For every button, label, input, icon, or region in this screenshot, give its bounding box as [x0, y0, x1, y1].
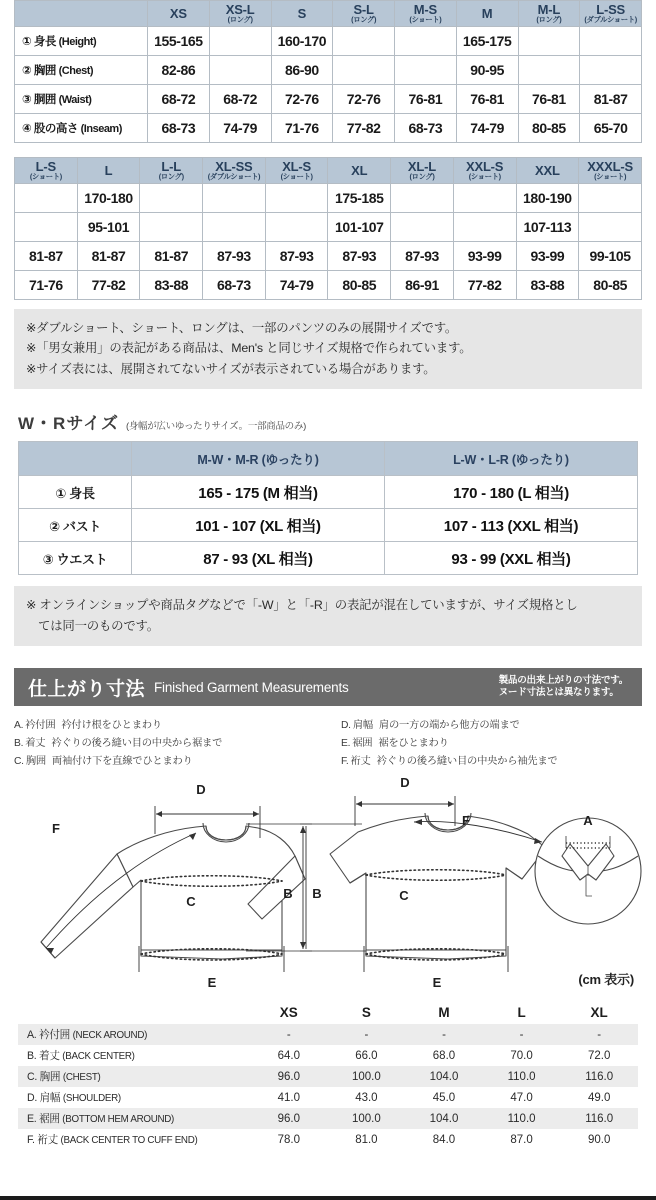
size-table-2-col-header-4: XL-S (ショート) — [265, 158, 328, 184]
size-table-1-wrapper — [0, 0, 656, 143]
size-table-1-row-label-1: ② 胸囲 (Chest) — [15, 56, 148, 85]
size-table-1-cell-r1-c5: 90-95 — [456, 56, 518, 85]
size-table-2-cell-r2-c1: 81-87 — [77, 242, 140, 271]
finished-cell-r3-c2: 45.0 — [432, 1091, 456, 1104]
finished-size-header-s: S — [361, 1004, 371, 1020]
table-row — [19, 509, 638, 542]
table-row — [19, 542, 638, 575]
table-row — [18, 1129, 638, 1150]
size-table-1-cell-r3-c1: 74-79 — [209, 114, 271, 143]
size-table-2-cell-r0-c3 — [203, 184, 266, 213]
size-table-2-cell-r3-c1: 77-82 — [77, 271, 140, 300]
garment-diagram — [0, 776, 656, 991]
wr-table-header-lw: L-W・L-R (ゆったり) — [385, 442, 638, 476]
finished-cell-r1-c2: 68.0 — [432, 1049, 456, 1062]
legend-item-right-2: F. 裄丈 衿ぐりの後ろ縫い目の中央から袖先まで — [341, 755, 558, 767]
banner-title-jp: 仕上がり寸法 — [28, 678, 146, 700]
size-table-2-col-header-7: XXL-S (ショート) — [453, 158, 516, 184]
size-table-notes — [14, 309, 642, 389]
finished-cell-r4-c3: 110.0 — [483, 1108, 561, 1129]
table-row — [18, 1066, 638, 1087]
size-table-1-col-header-1: XS-L (ロング) — [209, 1, 271, 27]
size-table-2-cell-r0-c1: 170-180 — [77, 184, 140, 213]
size-table-1-header-row — [15, 1, 642, 27]
size-table-2-cell-r1-c9 — [579, 213, 642, 242]
size-table-1-cell-r3-c0: 68-73 — [148, 114, 210, 143]
table-row — [18, 1024, 638, 1045]
size-table-2-cell-r2-c4: 87-93 — [265, 242, 328, 271]
size-table-2-cell-r1-c6 — [391, 213, 454, 242]
wr-cell-mw-1: 101 - 107 (XL 相当) — [132, 509, 385, 542]
finished-cell-r3-c3: 47.0 — [510, 1091, 533, 1104]
table-row — [18, 1045, 638, 1066]
size-table-2-cell-r3-c7: 77-82 — [453, 271, 516, 300]
size-table-1-cell-r3-c5: 74-79 — [456, 114, 518, 143]
finished-cell-r1-c1: 66.0 — [355, 1049, 378, 1062]
short-sleeve-garment-outline — [330, 813, 546, 959]
table-row — [15, 213, 642, 242]
table-row — [15, 114, 642, 143]
finished-row-label-F: F. 裄丈 (BACK CENTER TO CUFF END) — [27, 1134, 198, 1147]
size-table-2-col-header-5: XL — [328, 158, 391, 184]
size-table-2-cell-r0-c7 — [453, 184, 516, 213]
finished-cell-r0-c1: - — [328, 1024, 406, 1045]
size-table-2-cell-r3-c5: 80-85 — [328, 271, 391, 300]
size-table-2-cell-r2-c3: 87-93 — [203, 242, 266, 271]
table-row — [15, 184, 642, 213]
size-table-2-cell-r2-c7: 93-99 — [453, 242, 516, 271]
size-table-2-cell-r1-c1: 95-101 — [77, 213, 140, 242]
garment-diagram-svg — [0, 776, 656, 991]
finished-row-label-D: D. 肩幅 (SHOULDER) — [27, 1092, 121, 1105]
size-table-1-cell-r3-c3: 77-82 — [333, 114, 395, 143]
size-table-2-col-header-3: XL-SS (ダブルショート) — [203, 158, 266, 184]
size-table-1-cell-r0-c4 — [395, 27, 457, 56]
size-table-1-cell-r0-c6 — [518, 27, 580, 56]
size-table-1-cell-r0-c0: 155-165 — [148, 27, 210, 56]
size-table-1-col-header-4: M-S (ショート) — [395, 1, 457, 27]
size-table-2-cell-r3-c4: 74-79 — [265, 271, 328, 300]
wr-table-corner-cell — [19, 442, 132, 476]
wr-size-table — [18, 441, 638, 575]
finished-cell-r5-c0: 78.0 — [277, 1133, 300, 1146]
wr-cell-mw-2: 87 - 93 (XL 相当) — [132, 542, 385, 575]
finished-size-header-l: L — [517, 1004, 526, 1020]
size-table-2-cell-r0-c6 — [391, 184, 454, 213]
table-row — [15, 27, 642, 56]
table-row — [19, 476, 638, 509]
size-table-2-cell-r2-c8: 93-99 — [516, 242, 579, 271]
size-table-2-col-header-1: L — [77, 158, 140, 184]
wr-table-header-row — [19, 442, 638, 476]
size-table-1-cell-r1-c7 — [580, 56, 642, 85]
finished-size-header-xl: XL — [590, 1004, 608, 1020]
banner-note-line-2: ヌード寸法とは異なります。 — [498, 687, 619, 699]
size-table-1-cell-r2-c7: 81-87 — [580, 85, 642, 114]
size-table-2-cell-r1-c2 — [140, 213, 203, 242]
table-row — [15, 271, 642, 300]
finished-measurements-table — [18, 1000, 638, 1150]
size-table-2-cell-r2-c6: 87-93 — [391, 242, 454, 271]
size-table-2-col-header-8: XXL — [516, 158, 579, 184]
finished-size-header-m: M — [438, 1004, 450, 1020]
table-row — [15, 242, 642, 271]
legend-column-right — [341, 717, 642, 770]
finished-cell-r4-c2: 104.0 — [405, 1108, 483, 1129]
size-table-1-row-label-3: ④ 股の高さ (Inseam) — [15, 114, 148, 143]
finished-cell-r3-c1: 43.0 — [355, 1091, 378, 1104]
table-row — [18, 1087, 638, 1108]
long-sleeve-garment-outline — [41, 823, 305, 991]
finished-cell-r2-c2: 104.0 — [405, 1066, 483, 1087]
size-table-1-cell-r0-c7 — [580, 27, 642, 56]
size-table-1-cell-r2-c3: 72-76 — [333, 85, 395, 114]
size-table-1-row-label-0: ① 身長 (Height) — [15, 27, 148, 56]
finished-cell-r1-c3: 70.0 — [510, 1049, 533, 1062]
wr-size-note — [14, 586, 642, 646]
size-table-2-cell-r0-c9 — [579, 184, 642, 213]
finished-cell-r3-c0: 41.0 — [277, 1091, 300, 1104]
size-table-1-row-label-2: ③ 胴囲 (Waist) — [15, 85, 148, 114]
size-table-1-cell-r2-c5: 76-81 — [456, 85, 518, 114]
finished-cell-r2-c0: 96.0 — [250, 1066, 328, 1087]
size-table-1-col-header-6: M-L (ロング) — [518, 1, 580, 27]
finished-cell-r2-c4: 116.0 — [560, 1066, 638, 1087]
size-table-2-cell-r1-c5: 101-107 — [328, 213, 391, 242]
size-table-2-cell-r0-c2 — [140, 184, 203, 213]
legend-item-right-1: E. 裾囲 裾をひとまわり — [341, 738, 449, 750]
finished-cell-r2-c3: 110.0 — [483, 1066, 561, 1087]
unit-label: (cm 表示) — [578, 972, 634, 988]
label-d-right: D — [400, 776, 410, 791]
finished-cell-r1-c4: 72.0 — [587, 1049, 611, 1062]
size-table-1-cell-r1-c0: 82-86 — [148, 56, 210, 85]
finished-cell-r0-c2: - — [405, 1024, 483, 1045]
finished-measurements-banner — [14, 668, 642, 706]
size-table-2-cell-r0-c5: 175-185 — [328, 184, 391, 213]
size-table-1-cell-r2-c6: 76-81 — [518, 85, 580, 114]
table-row — [15, 85, 642, 114]
collar-detail-inset — [535, 818, 641, 924]
size-table-1-cell-r1-c2: 86-90 — [271, 56, 333, 85]
size-table-2-col-header-0: L-S (ショート) — [15, 158, 78, 184]
size-table-2-cell-r2-c0: 81-87 — [15, 242, 78, 271]
note-line-3: ※サイズ表には、展開されてないサイズが表示されている場合があります。 — [26, 361, 436, 376]
wr-note-line-2: ては同一のものです。 — [38, 618, 159, 633]
size-table-1-cell-r1-c3 — [333, 56, 395, 85]
label-f-right: F — [462, 813, 470, 829]
size-table-1-col-header-7: L-SS (ダブルショート) — [580, 1, 642, 27]
finished-cell-r2-c1: 100.0 — [328, 1066, 406, 1087]
size-table-2-header-row — [15, 158, 642, 184]
size-table-2-cell-r3-c6: 86-91 — [391, 271, 454, 300]
size-table-2-cell-r2-c5: 87-93 — [328, 242, 391, 271]
size-table-1-cell-r0-c2: 160-170 — [271, 27, 333, 56]
finished-row-label-E: E. 裾囲 (BOTTOM HEM AROUND) — [18, 1108, 250, 1129]
note-line-2: ※「男女兼用」の表記がある商品は、Men's と同じサイズ規格で作られています。 — [26, 341, 472, 356]
wr-row-label-1: ② バスト — [19, 509, 132, 542]
size-table-1-cell-r2-c1: 68-72 — [209, 85, 271, 114]
table-row — [18, 1108, 638, 1129]
size-table-2-cell-r1-c0 — [15, 213, 78, 242]
size-table-men-part2 — [14, 157, 642, 300]
page-bottom-edge — [0, 1196, 656, 1200]
finished-table-corner-cell — [18, 1000, 250, 1024]
finished-row-label-C: C. 胸囲 (CHEST) — [18, 1066, 250, 1087]
finished-cell-r1-c0: 64.0 — [277, 1049, 300, 1062]
table-row — [15, 56, 642, 85]
finished-cell-r0-c3: - — [483, 1024, 561, 1045]
label-f-left: F — [52, 821, 60, 837]
size-table-1-cell-r3-c2: 71-76 — [271, 114, 333, 143]
size-table-1-cell-r0-c1 — [209, 27, 271, 56]
size-table-1-corner-cell — [15, 1, 148, 27]
size-table-2-cell-r0-c8: 180-190 — [516, 184, 579, 213]
wr-note-line-1: ※ オンラインショップや商品タグなどで「-W」と「-R」の表記が混在していますが、サイズ規格とし — [26, 598, 578, 613]
label-d-left: D — [196, 782, 206, 798]
label-b-right: B — [283, 886, 293, 902]
size-table-1-cell-r1-c6 — [518, 56, 580, 85]
finished-cell-r4-c0: 96.0 — [250, 1108, 328, 1129]
banner-title-en: Finished Garment Measurements — [154, 679, 349, 695]
size-table-1-col-header-3: S-L (ロング) — [333, 1, 395, 27]
legend-item-right-0: D. 肩幅 肩の一方の端から他方の端まで — [341, 720, 520, 732]
label-c-left: C — [186, 894, 196, 910]
note-line-1: ※ダブルショート、ショート、ロングは、一部のパンツのみの展開サイズです。 — [26, 321, 458, 335]
size-table-2-cell-r1-c8: 107-113 — [516, 213, 579, 242]
size-table-1-cell-r3-c6: 80-85 — [518, 114, 580, 143]
finished-cell-r5-c4: 90.0 — [587, 1133, 611, 1146]
size-table-2-cell-r0-c4 — [265, 184, 328, 213]
size-table-1-cell-r1-c4 — [395, 56, 457, 85]
measurement-legend — [14, 717, 642, 770]
wr-table-header-mw: M-W・M-R (ゆったり) — [132, 442, 385, 476]
legend-column-left — [14, 717, 315, 770]
finished-size-header-xs: XS — [279, 1004, 298, 1020]
finished-row-label-A: A. 衿付囲 (NECK AROUND) — [18, 1024, 250, 1045]
size-table-1-cell-r1-c1 — [209, 56, 271, 85]
size-table-1-cell-r3-c7: 65-70 — [580, 114, 642, 143]
size-table-1-cell-r0-c3 — [333, 27, 395, 56]
finished-cell-r4-c4: 116.0 — [560, 1108, 638, 1129]
finished-cell-r4-c1: 100.0 — [328, 1108, 406, 1129]
banner-side-note — [499, 675, 628, 699]
finished-cell-r5-c1: 81.0 — [355, 1133, 378, 1146]
size-table-2-cell-r3-c2: 83-88 — [140, 271, 203, 300]
finished-cell-r5-c3: 87.0 — [510, 1133, 533, 1146]
finished-cell-r3-c4: 49.0 — [587, 1091, 611, 1104]
label-e-left: E — [207, 975, 217, 991]
size-table-1-cell-r2-c4: 76-81 — [395, 85, 457, 114]
size-table-2-cell-r3-c0: 71-76 — [15, 271, 78, 300]
size-table-2-cell-r2-c9: 99-105 — [579, 242, 642, 271]
wr-row-label-0: ① 身長 — [19, 476, 132, 509]
size-table-1-cell-r3-c4: 68-73 — [395, 114, 457, 143]
size-table-1-cell-r2-c0: 68-72 — [148, 85, 210, 114]
size-table-men-part1 — [14, 0, 642, 143]
size-table-1-col-header-2: S — [271, 1, 333, 27]
size-table-2-wrapper — [0, 157, 656, 300]
size-table-2-cell-r1-c3 — [203, 213, 266, 242]
size-table-2-cell-r1-c7 — [453, 213, 516, 242]
wr-cell-lw-2: 93 - 99 (XXL 相当) — [385, 542, 638, 575]
legend-item-left-2: C. 胸囲 両袖付け下を直線でひとまわり — [14, 755, 193, 767]
wr-size-title: W・Rサイズ — [18, 414, 119, 434]
legend-item-left-1: B. 着丈 衿ぐりの後ろ縫い目の中央から裾まで — [14, 738, 223, 750]
size-table-1-cell-r0-c5: 165-175 — [456, 27, 518, 56]
wr-row-label-2: ③ ウエスト — [19, 542, 132, 575]
label-c-right: C — [399, 888, 409, 904]
wr-cell-lw-0: 170 - 180 (L 相当) — [385, 476, 638, 509]
label-b-center: B — [312, 886, 322, 902]
size-table-2-cell-r3-c9: 80-85 — [579, 271, 642, 300]
finished-cell-r5-c2: 84.0 — [432, 1133, 456, 1146]
wr-cell-lw-1: 107 - 113 (XXL 相当) — [385, 509, 638, 542]
finished-table-header-row — [18, 1000, 638, 1024]
size-table-2-cell-r3-c8: 83-88 — [516, 271, 579, 300]
size-table-2-cell-r3-c3: 68-73 — [203, 271, 266, 300]
size-table-2-cell-r0-c0 — [15, 184, 78, 213]
size-table-2-col-header-9: XXXL-S (ショート) — [579, 158, 642, 184]
size-table-2-cell-r1-c4 — [265, 213, 328, 242]
legend-item-left-0: A. 衿付囲 衿付け根をひとまわり — [14, 720, 162, 732]
label-e-right: E — [432, 975, 442, 991]
size-table-2-cell-r2-c2: 81-87 — [140, 242, 203, 271]
label-a-collar: A — [583, 813, 593, 829]
wr-size-subtitle: (身幅が広いゆったりサイズ。一部商品のみ) — [125, 421, 306, 433]
size-table-2-col-header-6: XL-L (ロング) — [391, 158, 454, 184]
size-table-2-col-header-2: L-L (ロング) — [140, 158, 203, 184]
size-table-1-col-header-5: M — [456, 1, 518, 27]
banner-note-line-1: 製品の出来上がりの寸法です。 — [498, 675, 628, 687]
size-table-1-col-header-0: XS — [148, 1, 210, 27]
size-table-1-cell-r2-c2: 72-76 — [271, 85, 333, 114]
wr-cell-mw-0: 165 - 175 (M 相当) — [132, 476, 385, 509]
wr-size-heading — [18, 409, 642, 434]
finished-row-label-B: B. 着丈 (BACK CENTER) — [27, 1050, 135, 1063]
finished-cell-r0-c4: - — [560, 1024, 638, 1045]
finished-cell-r0-c0: - — [250, 1024, 328, 1045]
